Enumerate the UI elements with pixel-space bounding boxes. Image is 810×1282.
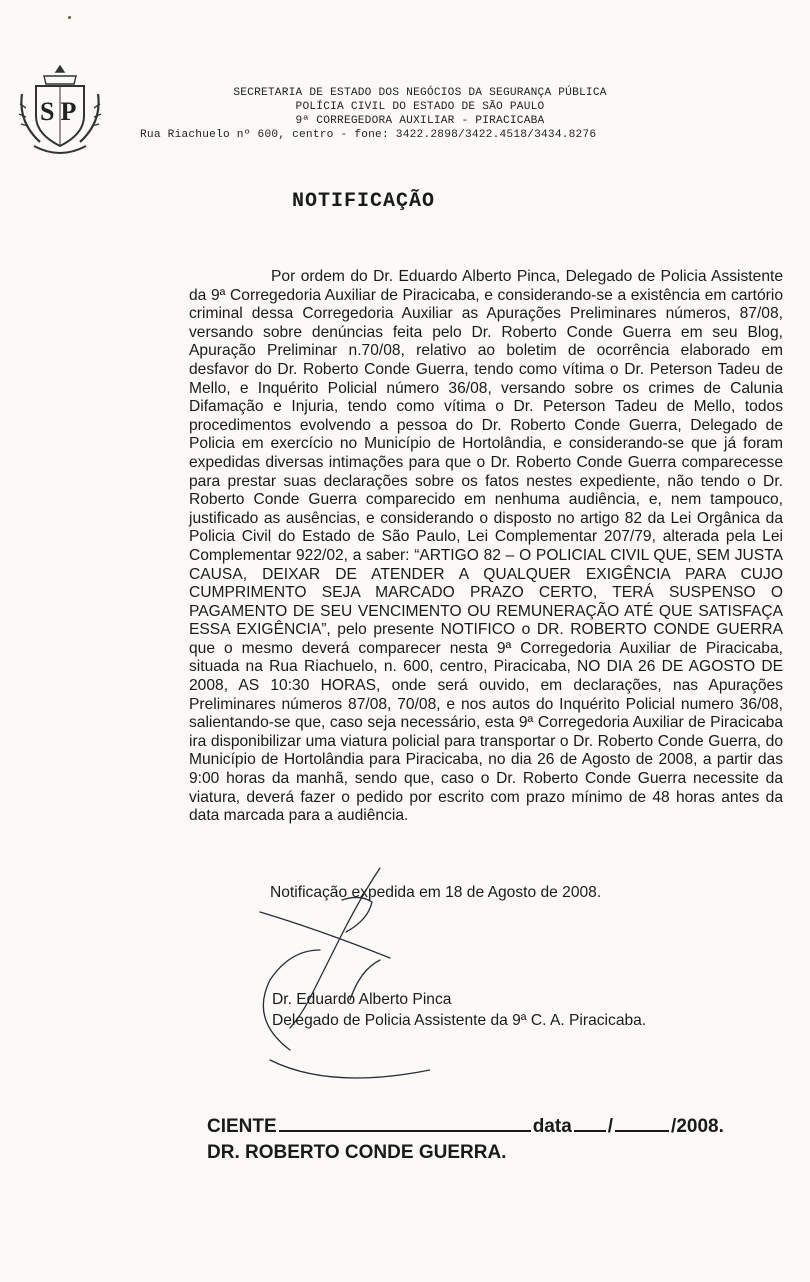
signatory-name: Dr. Eduardo Alberto Pinca bbox=[272, 991, 452, 1008]
year-label: /2008. bbox=[671, 1116, 724, 1137]
acknowledging-party-name: DR. ROBERTO CONDE GUERRA. bbox=[207, 1142, 507, 1163]
page-title: NOTIFICAÇÃO bbox=[291, 190, 436, 213]
date-separator: / bbox=[607, 1116, 614, 1137]
letterhead-department: SECRETARIA DE ESTADO DOS NEGÓCIOS DA SEGURANÇA PÚBLICA bbox=[233, 87, 607, 99]
issued-date-line: Notificação expedida em 18 de Agosto de 2008. bbox=[270, 884, 602, 901]
letterhead-unit: 9ª CORREGEDORA AUXILIAR - PIRACICABA bbox=[295, 115, 545, 127]
acknowledgement-block bbox=[207, 1114, 724, 1166]
month-blank[interactable] bbox=[615, 1116, 669, 1132]
day-blank[interactable] bbox=[574, 1116, 606, 1132]
sao-paulo-coat-of-arms-icon bbox=[14, 64, 106, 158]
signatory-role: Delegado de Policia Assistente da 9ª C. A. Piracicaba. bbox=[272, 1012, 647, 1029]
letterhead-agency: POLÍCIA CIVIL DO ESTADO DE SÃO PAULO bbox=[295, 101, 545, 113]
notification-body: Por ordem do Dr. Eduardo Alberto Pinca, Delegado de Policia Assistente da 9ª Corregedoria Auxiliar de Piracicaba, e considerando-se a existência em cartório criminal dessa Corregedoria Auxiliar as Apurações Preliminares números, 87/08, versando sobre denúncias feita pelo Dr. Roberto Conde Guerra em seu Blog, Apuração Preliminar n.70/08, relativo ao boletim de ocorrência elaborado em desfavor do Dr. Roberto Conde Guerra, tendo como vítima o Dr. Peterson Tadeu de Mello, e Inquérito Policial número 36/08, versando sobre os crimes de Calunia Difamação e Injuria, tendo como vítima o Dr. Peterson Tadeu de Mello, todos procedimentos evolvendo a pessoa do Dr. Roberto Conde Guerra, Delegado de Policia em exercício no Município de Hortolândia, e considerando-se que já foram expedidas diversas intimações para que o Dr. Roberto Conde Guerra comparecesse para prestar suas declarações sobre os fatos nestes expediente, não tendo o Dr. Roberto Conde Guerra comparecido em nenhuma audiência, e, nem tampouco, justificado as ausências, e considerando o disposto no artigo 82 da Lei Orgânica da Policia Civil do Estado de São Paulo, Lei Complementar 207/79, alterada pela Lei Complementar 922/02, a saber: “ARTIGO 82 – O POLICIAL CIVIL QUE, SEM JUSTA CAUSA, DEIXAR DE ATENDER A QUALQUER EXIGÊNCIA PARA CUJO CUMPRIMENTO SEJA MARCADO PRAZO CERTO, TERÁ SUSPENSO O PAGAMENTO DE SEU VENCIMENTO OU REMUNERAÇÃO ATÉ QUE SATISFAÇA ESSA EXIGÊNCIA”, pelo presente NOTIFICO o DR. ROBERTO CONDE GUERRA que o mesmo deverá comparecer nesta 9ª Corregedoria Auxiliar de Piracicaba, situada na Rua Riachuelo, n. 600, centro, Piracicaba, NO DIA 26 DE AGOSTO DE 2008, AS 10:30 HORAS, onde será ouvido, em declarações, nas Apurações Preliminares números 87/08, 70/08, e nos autos do Inquérito Policial numero 36/08, salientando-se que, caso seja necessário, esta 9ª Corregedoria Auxiliar de Piracicaba ira disponibilizar uma viatura policial para transportar o Dr. Roberto Conde Guerra, do Município de Hortolândia para Piracicaba, no dia 26 de Agosto de 2008, a partir das 9:00 horas da manhã, sendo que, caso o Dr. Roberto Conde Guerra necessite da viatura, deverá fazer o pedido por escrito com prazo mínimo de 48 horas antes da data marcada para a audiência. bbox=[189, 268, 783, 825]
letterhead bbox=[140, 86, 700, 142]
ciente-line bbox=[207, 1114, 724, 1140]
ciente-signature-blank[interactable] bbox=[279, 1116, 531, 1132]
ciente-label: CIENTE bbox=[207, 1116, 277, 1137]
signature-block bbox=[272, 989, 646, 1031]
crest-letters: SP bbox=[40, 97, 83, 126]
paper-speck bbox=[68, 16, 71, 19]
letterhead-address: Rua Riachuelo nº 600, centro - fone: 3422.2898/3422.4518/3434.8276 bbox=[140, 129, 597, 141]
handwritten-signature bbox=[230, 860, 430, 1090]
date-label: data bbox=[532, 1116, 572, 1137]
